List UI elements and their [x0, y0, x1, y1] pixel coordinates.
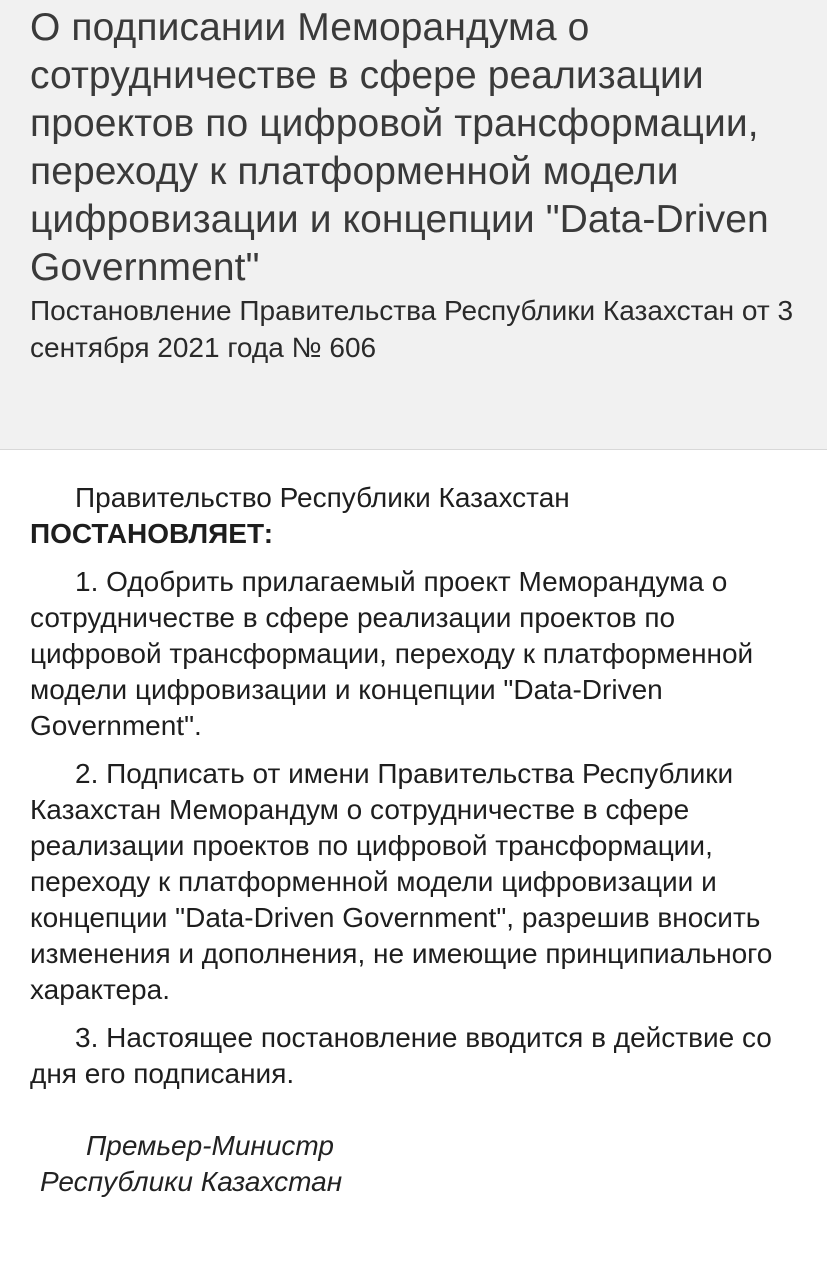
document-title: О подписании Меморандума о сотрудничестве в сфере реализации проектов по цифровой трансформации, переходу к платформенной модели цифровизации и концепции "Data-Driven Government" — [30, 6, 769, 289]
signature-block — [30, 1128, 797, 1200]
intro-text: Правительство Республики Казахстан — [75, 482, 570, 513]
document-body — [0, 450, 827, 1200]
clause-3: 3. Настоящее постановление вводится в действие со дня его подписания. — [30, 1022, 772, 1089]
decree-word: ПОСТАНОВЛЯЕТ: — [30, 518, 274, 549]
document-header — [0, 0, 827, 450]
signature-position: Премьер-Министр — [86, 1130, 334, 1161]
clause-2: 2. Подписать от имени Правительства Республики Казахстан Меморандум о сотрудничестве в сфере реализации проектов по цифровой трансформации, переходу к платформенной модели цифровизации и концепции "Data-Driven Government", разрешив вносить изменения и дополнения, не имеющие принципиального характера. — [30, 758, 773, 1005]
signature-country: Республики Казахстан — [40, 1166, 343, 1197]
clause-1: 1. Одобрить прилагаемый проект Меморандума о сотрудничестве в сфере реализации проектов по цифровой трансформации, переходу к платформенной модели цифровизации и концепции "Data-Driven Government". — [30, 566, 754, 741]
intro-paragraph — [30, 480, 797, 552]
document-subtitle: Постановление Правительства Республики Казахстан от 3 сентября 2021 года № 606 — [30, 295, 794, 363]
